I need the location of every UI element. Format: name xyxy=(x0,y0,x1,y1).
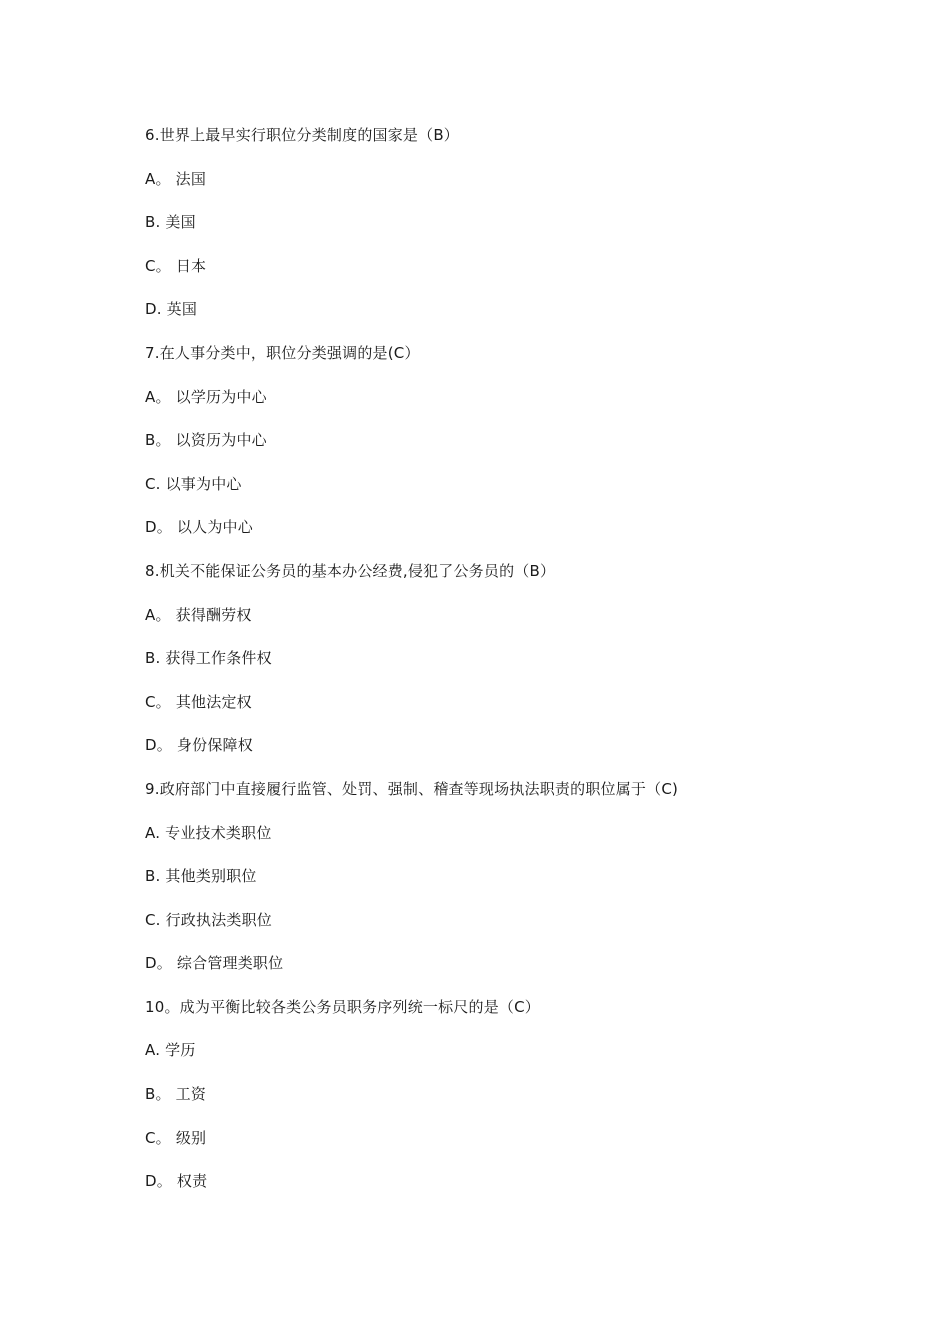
option-d: D。 综合管理类职位 xyxy=(145,954,284,973)
question-6: 6.世界上最早实行职位分类制度的国家是（B） xyxy=(145,126,460,144)
option-b: B. 获得工作条件权 xyxy=(145,649,272,668)
option-a: A. 学历 xyxy=(145,1041,196,1060)
question-10: 10。成为平衡比较各类公务员职务序列统一标尺的是（C） xyxy=(145,997,540,1016)
question-7: 7.在人事分类中，职位分类强调的是(C） xyxy=(145,343,420,362)
option-a: A。 法国 xyxy=(145,169,207,188)
option-a: A. 专业技术类职位 xyxy=(145,823,272,842)
option-d: D。 身份保障权 xyxy=(145,736,253,755)
option-d: D。 以人为中心 xyxy=(145,518,253,537)
option-c: C。 其他法定权 xyxy=(145,692,252,711)
question-list xyxy=(145,124,845,1214)
option-b: B. 其他类别职位 xyxy=(145,867,257,886)
option-d: D. 英国 xyxy=(145,300,198,319)
option-b: B. 美国 xyxy=(145,213,196,232)
option-b: B。 以资历为中心 xyxy=(145,431,267,450)
option-c: C。 级别 xyxy=(145,1128,207,1147)
option-a: A。 以学历为中心 xyxy=(145,387,267,406)
option-c: C。 日本 xyxy=(145,256,207,275)
option-c: C. 行政执法类职位 xyxy=(145,910,273,929)
option-d: D。 权责 xyxy=(145,1172,208,1191)
question-9: 9.政府部门中直接履行监管、处罚、强制、稽查等现场执法职责的职位属于（C) xyxy=(145,779,679,798)
option-c: C. 以事为中心 xyxy=(145,474,242,493)
question-8: 8.机关不能保证公务员的基本办公经费,侵犯了公务员的（B） xyxy=(145,561,556,580)
option-b: B。 工资 xyxy=(145,1085,207,1104)
option-a: A。 获得酬劳权 xyxy=(145,605,252,624)
